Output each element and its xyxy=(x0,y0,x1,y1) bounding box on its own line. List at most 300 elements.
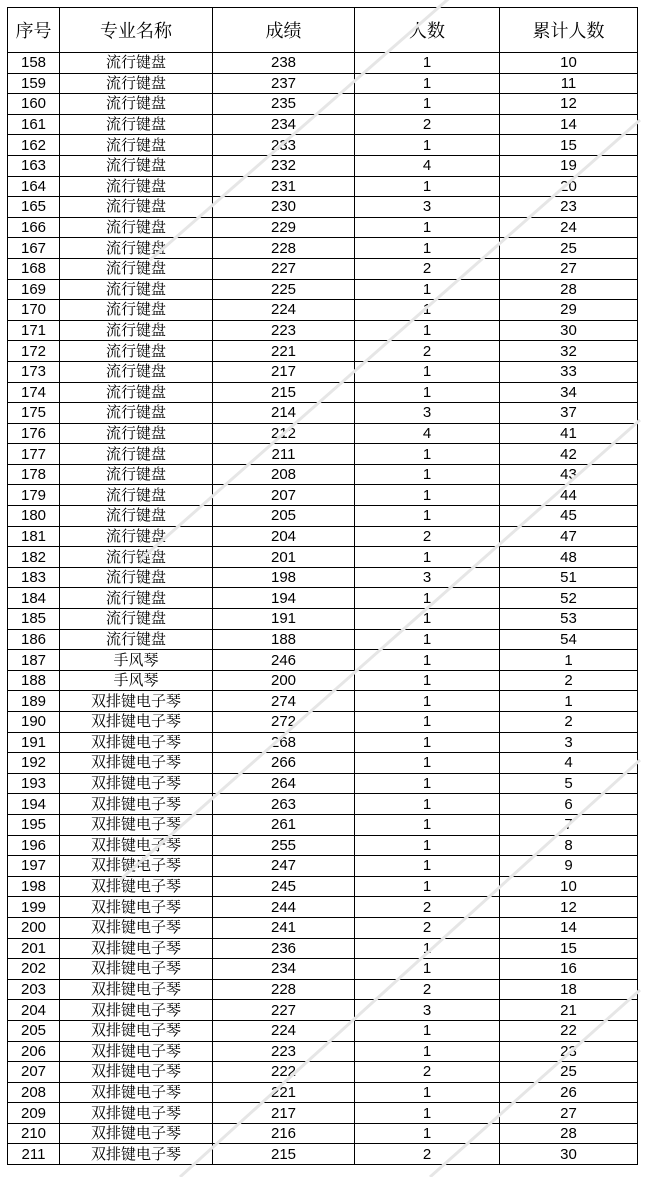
cell-score: 222 xyxy=(213,1062,355,1083)
cell-major: 流行键盘 xyxy=(60,94,213,115)
cell-score: 217 xyxy=(213,1103,355,1124)
cell-count: 2 xyxy=(355,1062,500,1083)
cell-index: 189 xyxy=(8,691,60,712)
cell-count: 1 xyxy=(355,1082,500,1103)
table-row xyxy=(8,1123,638,1144)
cell-count: 1 xyxy=(355,464,500,485)
cell-count: 1 xyxy=(355,53,500,74)
cell-index: 207 xyxy=(8,1062,60,1083)
cell-index: 194 xyxy=(8,794,60,815)
cell-major: 双排键电子琴 xyxy=(60,1020,213,1041)
table-row xyxy=(8,1062,638,1083)
table-row xyxy=(8,176,638,197)
cell-index: 176 xyxy=(8,423,60,444)
cell-index: 158 xyxy=(8,53,60,74)
table-row xyxy=(8,73,638,94)
table-row xyxy=(8,691,638,712)
table-row xyxy=(8,403,638,424)
table-row xyxy=(8,197,638,218)
cell-score: 230 xyxy=(213,197,355,218)
cell-cumulative: 20 xyxy=(500,176,638,197)
cell-cumulative: 30 xyxy=(500,320,638,341)
cell-cumulative: 1 xyxy=(500,691,638,712)
table-row xyxy=(8,382,638,403)
cell-index: 201 xyxy=(8,938,60,959)
cell-count: 1 xyxy=(355,238,500,259)
cell-cumulative: 21 xyxy=(500,1000,638,1021)
table-row xyxy=(8,650,638,671)
cell-cumulative: 32 xyxy=(500,341,638,362)
cell-count: 1 xyxy=(355,753,500,774)
cell-index: 170 xyxy=(8,300,60,321)
cell-cumulative: 11 xyxy=(500,73,638,94)
cell-index: 165 xyxy=(8,197,60,218)
cell-cumulative: 44 xyxy=(500,485,638,506)
cell-cumulative: 45 xyxy=(500,506,638,527)
cell-major: 流行键盘 xyxy=(60,135,213,156)
cell-score: 246 xyxy=(213,650,355,671)
cell-cumulative: 4 xyxy=(500,753,638,774)
cell-score: 207 xyxy=(213,485,355,506)
table-row xyxy=(8,1041,638,1062)
cell-major: 双排键电子琴 xyxy=(60,1062,213,1083)
table-row xyxy=(8,712,638,733)
cell-major: 流行键盘 xyxy=(60,176,213,197)
table-row xyxy=(8,670,638,691)
cell-score: 228 xyxy=(213,979,355,1000)
cell-major: 流行键盘 xyxy=(60,567,213,588)
cell-count: 1 xyxy=(355,959,500,980)
table-row xyxy=(8,258,638,279)
cell-index: 169 xyxy=(8,279,60,300)
cell-cumulative: 19 xyxy=(500,155,638,176)
cell-cumulative: 7 xyxy=(500,814,638,835)
cell-major: 双排键电子琴 xyxy=(60,691,213,712)
cell-index: 204 xyxy=(8,1000,60,1021)
cell-major: 流行键盘 xyxy=(60,217,213,238)
cell-major: 流行键盘 xyxy=(60,506,213,527)
cell-major: 手风琴 xyxy=(60,650,213,671)
cell-cumulative: 10 xyxy=(500,876,638,897)
cell-index: 210 xyxy=(8,1123,60,1144)
cell-score: 198 xyxy=(213,567,355,588)
cell-score: 245 xyxy=(213,876,355,897)
table-row xyxy=(8,1103,638,1124)
cell-cumulative: 33 xyxy=(500,361,638,382)
cell-index: 180 xyxy=(8,506,60,527)
cell-major: 流行键盘 xyxy=(60,382,213,403)
cell-index: 187 xyxy=(8,650,60,671)
cell-index: 181 xyxy=(8,526,60,547)
cell-major: 流行键盘 xyxy=(60,464,213,485)
cell-cumulative: 1 xyxy=(500,650,638,671)
cell-count: 1 xyxy=(355,300,500,321)
table-row xyxy=(8,938,638,959)
header-index: 序号 xyxy=(8,8,60,53)
cell-cumulative: 53 xyxy=(500,609,638,630)
cell-score: 255 xyxy=(213,835,355,856)
cell-cumulative: 25 xyxy=(500,1062,638,1083)
cell-score: 234 xyxy=(213,959,355,980)
cell-score: 241 xyxy=(213,917,355,938)
cell-count: 1 xyxy=(355,73,500,94)
cell-major: 流行键盘 xyxy=(60,609,213,630)
cell-major: 双排键电子琴 xyxy=(60,1041,213,1062)
cell-score: 261 xyxy=(213,814,355,835)
cell-score: 194 xyxy=(213,588,355,609)
cell-major: 双排键电子琴 xyxy=(60,835,213,856)
cell-count: 1 xyxy=(355,382,500,403)
table-row xyxy=(8,1082,638,1103)
cell-cumulative: 30 xyxy=(500,1144,638,1165)
cell-score: 247 xyxy=(213,856,355,877)
cell-count: 1 xyxy=(355,691,500,712)
table-row xyxy=(8,423,638,444)
cell-cumulative: 6 xyxy=(500,794,638,815)
cell-cumulative: 43 xyxy=(500,464,638,485)
cell-count: 1 xyxy=(355,485,500,506)
table-row xyxy=(8,917,638,938)
cell-major: 双排键电子琴 xyxy=(60,938,213,959)
table-row xyxy=(8,609,638,630)
cell-cumulative: 28 xyxy=(500,1123,638,1144)
cell-cumulative: 2 xyxy=(500,670,638,691)
table-row xyxy=(8,794,638,815)
cell-cumulative: 29 xyxy=(500,300,638,321)
header-major: 专业名称 xyxy=(60,8,213,53)
cell-count: 2 xyxy=(355,917,500,938)
table-row xyxy=(8,444,638,465)
cell-index: 197 xyxy=(8,856,60,877)
cell-score: 208 xyxy=(213,464,355,485)
cell-cumulative: 41 xyxy=(500,423,638,444)
cell-index: 186 xyxy=(8,629,60,650)
cell-count: 2 xyxy=(355,526,500,547)
cell-cumulative: 34 xyxy=(500,382,638,403)
cell-major: 流行键盘 xyxy=(60,547,213,568)
table-body xyxy=(8,53,638,1165)
cell-score: 268 xyxy=(213,732,355,753)
cell-index: 184 xyxy=(8,588,60,609)
table-row xyxy=(8,464,638,485)
cell-index: 202 xyxy=(8,959,60,980)
cell-score: 221 xyxy=(213,1082,355,1103)
cell-count: 1 xyxy=(355,773,500,794)
cell-index: 161 xyxy=(8,114,60,135)
cell-count: 1 xyxy=(355,588,500,609)
cell-count: 1 xyxy=(355,506,500,527)
cell-cumulative: 23 xyxy=(500,1041,638,1062)
table-row xyxy=(8,155,638,176)
cell-count: 1 xyxy=(355,94,500,115)
cell-cumulative: 27 xyxy=(500,1103,638,1124)
cell-major: 双排键电子琴 xyxy=(60,897,213,918)
table-row xyxy=(8,753,638,774)
table-row xyxy=(8,979,638,1000)
cell-count: 1 xyxy=(355,279,500,300)
cell-score: 234 xyxy=(213,114,355,135)
cell-score: 264 xyxy=(213,773,355,794)
cell-count: 1 xyxy=(355,1020,500,1041)
cell-index: 190 xyxy=(8,712,60,733)
cell-major: 双排键电子琴 xyxy=(60,876,213,897)
cell-count: 2 xyxy=(355,1144,500,1165)
cell-major: 手风琴 xyxy=(60,670,213,691)
table-row xyxy=(8,361,638,382)
cell-score: 216 xyxy=(213,1123,355,1144)
cell-cumulative: 3 xyxy=(500,732,638,753)
cell-count: 1 xyxy=(355,176,500,197)
cell-cumulative: 47 xyxy=(500,526,638,547)
cell-index: 162 xyxy=(8,135,60,156)
cell-score: 229 xyxy=(213,217,355,238)
cell-count: 1 xyxy=(355,732,500,753)
cell-index: 200 xyxy=(8,917,60,938)
cell-score: 201 xyxy=(213,547,355,568)
cell-index: 159 xyxy=(8,73,60,94)
cell-cumulative: 2 xyxy=(500,712,638,733)
table-row xyxy=(8,835,638,856)
cell-score: 217 xyxy=(213,361,355,382)
cell-cumulative: 18 xyxy=(500,979,638,1000)
table-row xyxy=(8,547,638,568)
cell-score: 228 xyxy=(213,238,355,259)
cell-index: 179 xyxy=(8,485,60,506)
cell-index: 199 xyxy=(8,897,60,918)
cell-index: 168 xyxy=(8,258,60,279)
cell-major: 流行键盘 xyxy=(60,423,213,444)
cell-score: 236 xyxy=(213,938,355,959)
cell-index: 175 xyxy=(8,403,60,424)
cell-score: 266 xyxy=(213,753,355,774)
cell-cumulative: 48 xyxy=(500,547,638,568)
table-row xyxy=(8,135,638,156)
cell-cumulative: 12 xyxy=(500,94,638,115)
cell-score: 272 xyxy=(213,712,355,733)
table-row xyxy=(8,1020,638,1041)
cell-count: 1 xyxy=(355,1123,500,1144)
cell-score: 231 xyxy=(213,176,355,197)
cell-index: 174 xyxy=(8,382,60,403)
cell-count: 4 xyxy=(355,155,500,176)
cell-count: 3 xyxy=(355,197,500,218)
cell-index: 192 xyxy=(8,753,60,774)
cell-index: 160 xyxy=(8,94,60,115)
cell-index: 198 xyxy=(8,876,60,897)
cell-major: 双排键电子琴 xyxy=(60,1000,213,1021)
cell-index: 193 xyxy=(8,773,60,794)
cell-cumulative: 42 xyxy=(500,444,638,465)
cell-cumulative: 8 xyxy=(500,835,638,856)
cell-major: 双排键电子琴 xyxy=(60,753,213,774)
cell-index: 164 xyxy=(8,176,60,197)
cell-index: 183 xyxy=(8,567,60,588)
header-score: 成绩 xyxy=(213,8,355,53)
table-row xyxy=(8,53,638,74)
cell-cumulative: 27 xyxy=(500,258,638,279)
cell-major: 流行键盘 xyxy=(60,300,213,321)
cell-major: 流行键盘 xyxy=(60,258,213,279)
cell-index: 205 xyxy=(8,1020,60,1041)
cell-cumulative: 52 xyxy=(500,588,638,609)
cell-major: 流行键盘 xyxy=(60,53,213,74)
cell-count: 1 xyxy=(355,444,500,465)
cell-major: 流行键盘 xyxy=(60,629,213,650)
cell-cumulative: 14 xyxy=(500,114,638,135)
cell-count: 1 xyxy=(355,547,500,568)
cell-score: 214 xyxy=(213,403,355,424)
table-row xyxy=(8,876,638,897)
cell-score: 191 xyxy=(213,609,355,630)
cell-major: 流行键盘 xyxy=(60,526,213,547)
cell-count: 3 xyxy=(355,1000,500,1021)
table-row xyxy=(8,814,638,835)
cell-count: 1 xyxy=(355,856,500,877)
table-row xyxy=(8,320,638,341)
cell-index: 171 xyxy=(8,320,60,341)
cell-index: 191 xyxy=(8,732,60,753)
cell-major: 双排键电子琴 xyxy=(60,712,213,733)
cell-major: 流行键盘 xyxy=(60,238,213,259)
cell-cumulative: 5 xyxy=(500,773,638,794)
cell-count: 2 xyxy=(355,258,500,279)
table-row xyxy=(8,238,638,259)
cell-score: 188 xyxy=(213,629,355,650)
cell-count: 1 xyxy=(355,938,500,959)
cell-count: 2 xyxy=(355,979,500,1000)
cell-score: 237 xyxy=(213,73,355,94)
cell-major: 双排键电子琴 xyxy=(60,1103,213,1124)
cell-score: 227 xyxy=(213,258,355,279)
cell-cumulative: 9 xyxy=(500,856,638,877)
table-row xyxy=(8,1000,638,1021)
table-row xyxy=(8,485,638,506)
cell-score: 227 xyxy=(213,1000,355,1021)
cell-count: 1 xyxy=(355,135,500,156)
cell-cumulative: 23 xyxy=(500,197,638,218)
cell-major: 流行键盘 xyxy=(60,320,213,341)
cell-score: 263 xyxy=(213,794,355,815)
header-cumulative: 累计人数 xyxy=(500,8,638,53)
table-row xyxy=(8,300,638,321)
table-row xyxy=(8,588,638,609)
cell-cumulative: 14 xyxy=(500,917,638,938)
cell-index: 172 xyxy=(8,341,60,362)
table-row xyxy=(8,567,638,588)
cell-index: 166 xyxy=(8,217,60,238)
cell-score: 238 xyxy=(213,53,355,74)
cell-score: 223 xyxy=(213,320,355,341)
cell-major: 双排键电子琴 xyxy=(60,1082,213,1103)
cell-cumulative: 28 xyxy=(500,279,638,300)
cell-major: 流行键盘 xyxy=(60,279,213,300)
table-row xyxy=(8,506,638,527)
cell-major: 双排键电子琴 xyxy=(60,959,213,980)
cell-score: 235 xyxy=(213,94,355,115)
cell-score: 224 xyxy=(213,1020,355,1041)
table-row xyxy=(8,959,638,980)
cell-index: 178 xyxy=(8,464,60,485)
cell-count: 1 xyxy=(355,609,500,630)
cell-major: 双排键电子琴 xyxy=(60,1144,213,1165)
table-row xyxy=(8,897,638,918)
cell-major: 流行键盘 xyxy=(60,361,213,382)
cell-major: 流行键盘 xyxy=(60,73,213,94)
score-table xyxy=(7,7,638,1165)
cell-cumulative: 15 xyxy=(500,135,638,156)
cell-index: 196 xyxy=(8,835,60,856)
cell-major: 双排键电子琴 xyxy=(60,732,213,753)
cell-score: 274 xyxy=(213,691,355,712)
cell-count: 2 xyxy=(355,341,500,362)
cell-score: 211 xyxy=(213,444,355,465)
cell-index: 188 xyxy=(8,670,60,691)
cell-index: 167 xyxy=(8,238,60,259)
cell-index: 163 xyxy=(8,155,60,176)
cell-index: 195 xyxy=(8,814,60,835)
table-row xyxy=(8,279,638,300)
table-row xyxy=(8,217,638,238)
cell-major: 流行键盘 xyxy=(60,155,213,176)
cell-cumulative: 51 xyxy=(500,567,638,588)
cell-count: 1 xyxy=(355,1103,500,1124)
cell-count: 1 xyxy=(355,217,500,238)
table-row xyxy=(8,114,638,135)
header-row xyxy=(8,8,638,53)
cell-index: 173 xyxy=(8,361,60,382)
cell-count: 1 xyxy=(355,814,500,835)
cell-score: 215 xyxy=(213,382,355,403)
cell-major: 双排键电子琴 xyxy=(60,917,213,938)
table-row xyxy=(8,732,638,753)
cell-major: 流行键盘 xyxy=(60,114,213,135)
cell-count: 1 xyxy=(355,320,500,341)
cell-cumulative: 25 xyxy=(500,238,638,259)
cell-count: 4 xyxy=(355,423,500,444)
cell-count: 1 xyxy=(355,794,500,815)
cell-major: 双排键电子琴 xyxy=(60,814,213,835)
cell-score: 232 xyxy=(213,155,355,176)
table-row xyxy=(8,856,638,877)
cell-count: 1 xyxy=(355,712,500,733)
cell-count: 1 xyxy=(355,650,500,671)
cell-score: 212 xyxy=(213,423,355,444)
cell-cumulative: 54 xyxy=(500,629,638,650)
cell-index: 185 xyxy=(8,609,60,630)
cell-index: 208 xyxy=(8,1082,60,1103)
cell-count: 2 xyxy=(355,114,500,135)
cell-score: 233 xyxy=(213,135,355,156)
cell-major: 流行键盘 xyxy=(60,444,213,465)
header-count: 人数 xyxy=(355,8,500,53)
cell-index: 177 xyxy=(8,444,60,465)
cell-cumulative: 10 xyxy=(500,53,638,74)
cell-index: 203 xyxy=(8,979,60,1000)
table-row xyxy=(8,94,638,115)
table-row xyxy=(8,773,638,794)
cell-score: 204 xyxy=(213,526,355,547)
cell-cumulative: 16 xyxy=(500,959,638,980)
cell-score: 221 xyxy=(213,341,355,362)
cell-index: 182 xyxy=(8,547,60,568)
cell-count: 1 xyxy=(355,629,500,650)
cell-cumulative: 15 xyxy=(500,938,638,959)
cell-count: 1 xyxy=(355,835,500,856)
cell-count: 1 xyxy=(355,361,500,382)
table-row xyxy=(8,526,638,547)
cell-index: 209 xyxy=(8,1103,60,1124)
table-row xyxy=(8,629,638,650)
